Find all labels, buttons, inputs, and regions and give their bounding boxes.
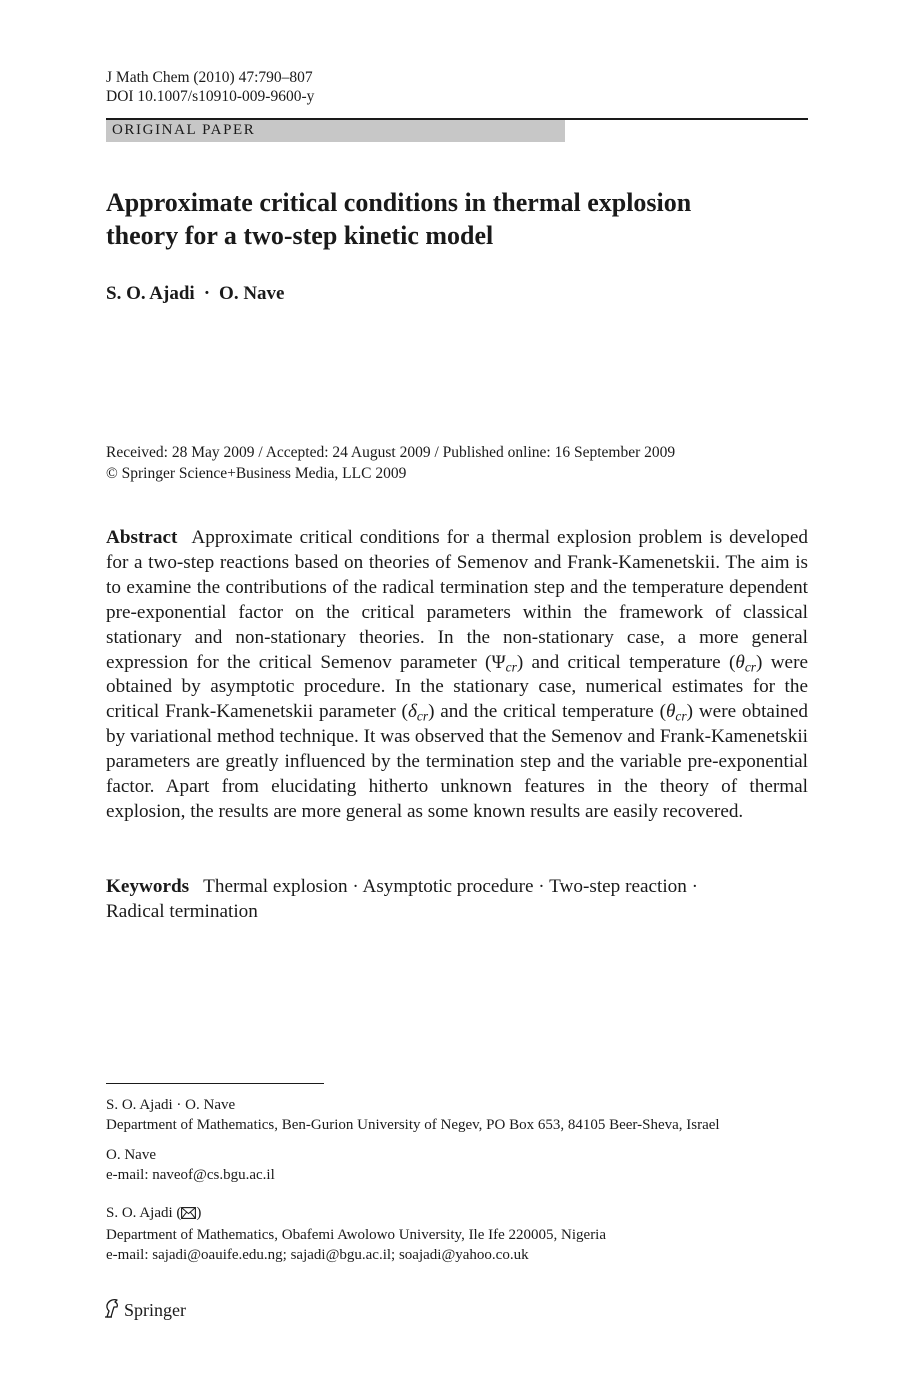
article-type-label: ORIGINAL PAPER xyxy=(112,122,256,138)
publisher-footer xyxy=(104,1298,186,1323)
nave-email[interactable]: e-mail: naveof@cs.bgu.ac.il xyxy=(106,1167,275,1183)
doi[interactable]: DOI 10.1007/s10910-009-9600-y xyxy=(106,88,315,105)
publisher-name: Springer xyxy=(124,1300,186,1320)
cr-subscript: cr xyxy=(675,708,687,724)
theta-symbol: θ xyxy=(735,651,745,673)
abstract-text-5: ) were obtained by variational method technique. It was observed that the Semenov and Frank-Kamenetskii parameters are greatly influenced by the termination step and the variable pre-exponential factor. Apart from elucidating hitherto unknown features in the theory of thermal explosion, the results are more general as some known results are easily recovered. xyxy=(106,701,808,822)
journal-header xyxy=(106,68,314,106)
keywords-list-cont: Radical termination xyxy=(106,900,258,922)
abstract-label: Abstract xyxy=(106,527,178,548)
springer-horse-icon xyxy=(104,1298,120,1323)
publication-history xyxy=(106,442,675,484)
author-ajadi[interactable]: S. O. Ajadi xyxy=(106,283,195,304)
keywords xyxy=(106,875,808,925)
title-line-1: Approximate critical conditions in thermal explosion xyxy=(106,188,692,217)
footnote-nave xyxy=(106,1145,275,1185)
cr-subscript: cr xyxy=(416,708,429,724)
article-type-bar xyxy=(106,120,565,142)
copyright: © Springer Science+Business Media, LLC 2009 xyxy=(106,465,407,482)
cr-subscript: cr xyxy=(744,658,757,674)
affiliation-obafemi: Department of Mathematics, Obafemi Awolowo University, Ile Ife 220005, Nigeria xyxy=(106,1227,607,1243)
ajadi-close: ) xyxy=(196,1205,202,1221)
abstract-text-3: ) were obtained by asymptotic procedure. In the stationary case, numerical estimates for the critical Frank-Kamenetskii parameter ( xyxy=(106,651,808,723)
keywords-label: Keywords xyxy=(106,876,190,897)
ajadi-email[interactable]: e-mail: sajadi@oauife.edu.ng; sajadi@bgu.ac.il; soajadi@yahoo.co.uk xyxy=(106,1247,529,1263)
theta-symbol: θ xyxy=(665,701,676,723)
footnote-rule xyxy=(106,1083,324,1084)
ajadi-name: S. O. Ajadi ( xyxy=(106,1205,182,1221)
history-dates: Received: 28 May 2009 / Accepted: 24 August 2009 / Published online: 16 September 2009 xyxy=(106,444,676,461)
footnote-authors: S. O. Ajadi · O. Nave xyxy=(106,1097,236,1113)
abstract xyxy=(106,526,808,825)
title-line-2: theory for a two-step kinetic model xyxy=(106,221,494,250)
cr-subscript: cr xyxy=(505,658,517,674)
nave-name: O. Nave xyxy=(106,1147,156,1163)
author-separator: · xyxy=(203,283,211,304)
delta-symbol: δ xyxy=(407,701,417,723)
footnote-ajadi xyxy=(106,1203,606,1265)
psi-symbol: Ψ xyxy=(491,651,506,673)
envelope-icon xyxy=(181,1205,196,1225)
author-nave[interactable]: O. Nave xyxy=(219,283,285,304)
keywords-list: Thermal explosion · Asymptotic procedure · Two-step reaction · xyxy=(203,876,699,897)
footnote-affiliation-1 xyxy=(106,1095,720,1135)
paper-title xyxy=(106,186,806,252)
author-list xyxy=(106,283,284,305)
journal-citation: J Math Chem (2010) 47:790–807 xyxy=(106,69,313,86)
abstract-text-1: Approximate critical conditions for a thermal explosion problem is developed for a two-step reactions based on theories of Semenov and Frank-Kamenetskii. The aim is to examine the contributions of the radical termination step and the temperature dependent pre-exponential factor on the critical parameters within the framework of classical stationary and non-stationary theories. In the non-stationary case, a more general expression for the critical Semenov parameter ( xyxy=(106,527,808,673)
abstract-text-2: ) and critical temperature ( xyxy=(516,651,736,673)
affiliation-ben-gurion: Department of Mathematics, Ben-Gurion University of Negev, PO Box 653, 84105 Beer-Sheva, Israel xyxy=(106,1117,720,1133)
abstract-text-4: ) and the critical temperature ( xyxy=(428,701,666,723)
